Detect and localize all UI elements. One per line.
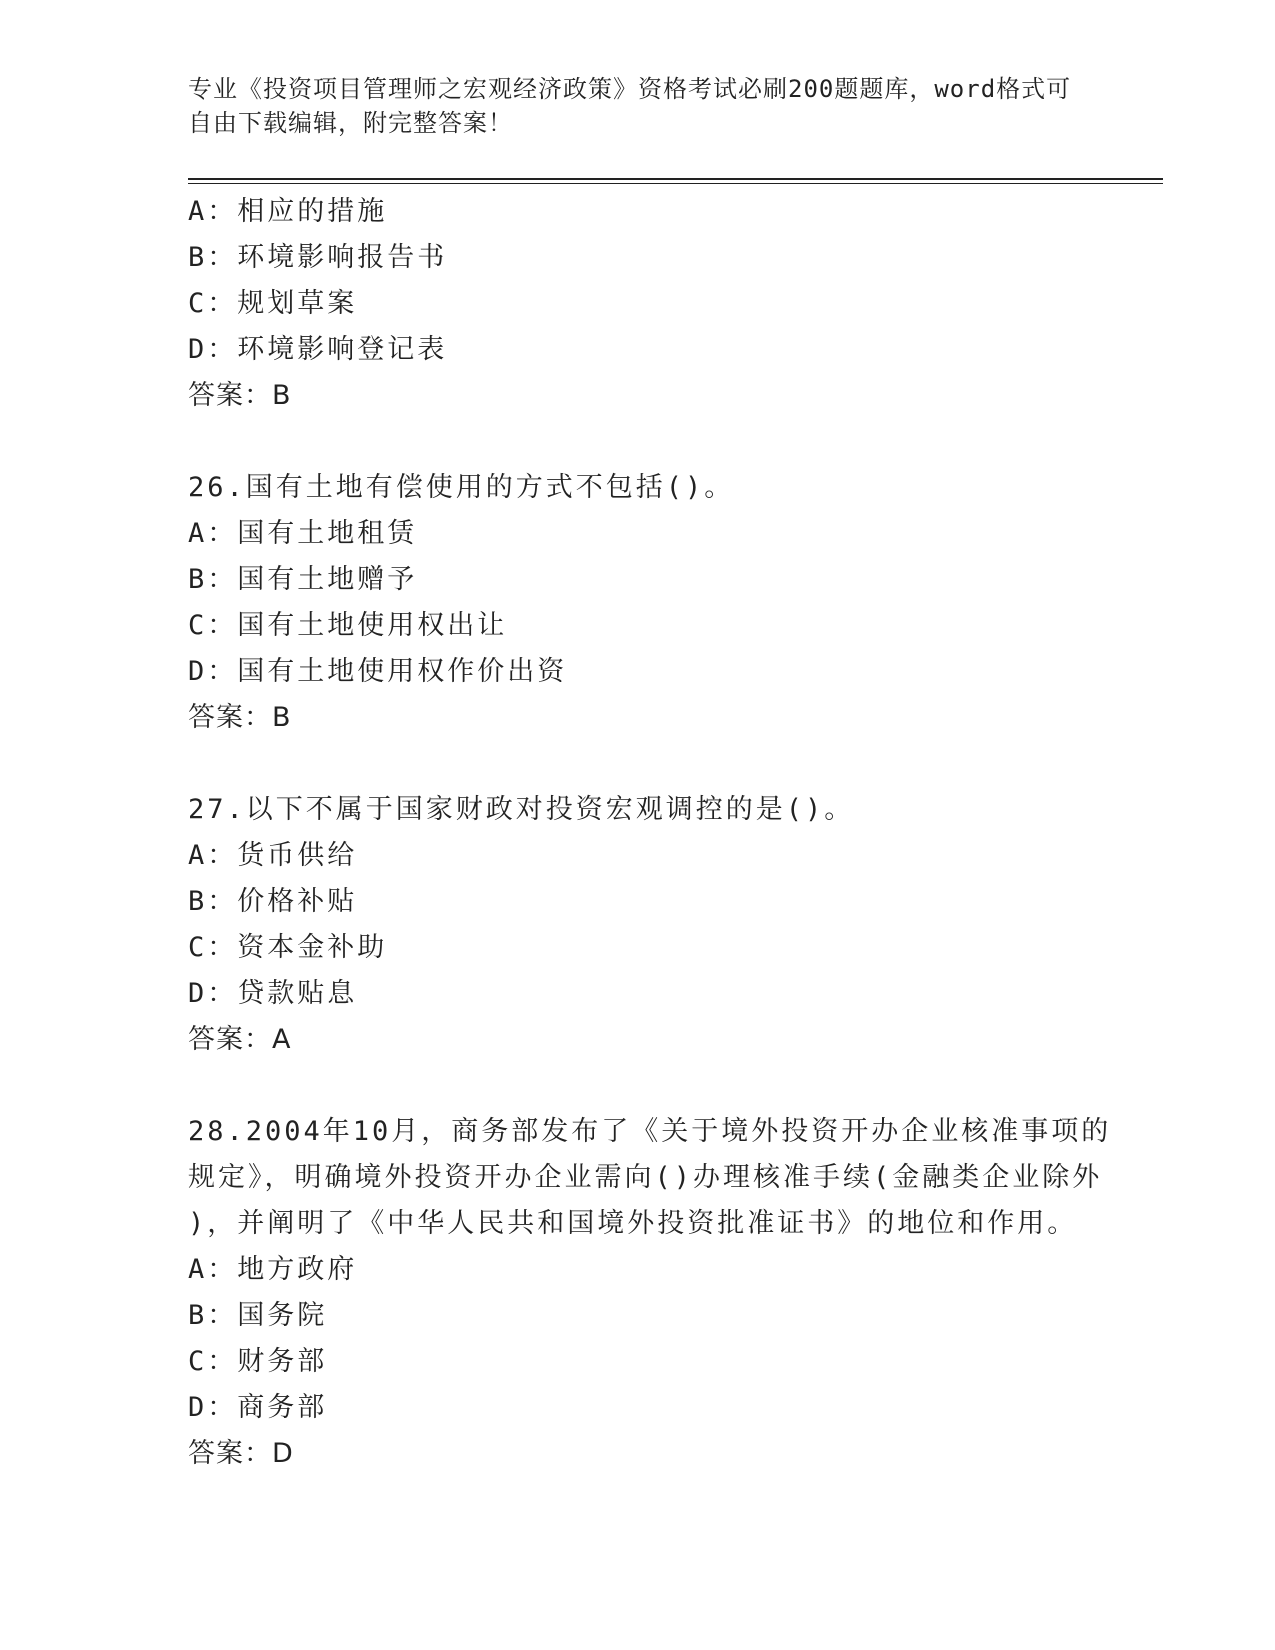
question-stem-line-1: 28.2004年10月，商务部发布了《关于境外投资开办企业核准事项的 [188, 1116, 1112, 1147]
question-stem: 26.国有土地有偿使用的方式不包括()。 [188, 472, 735, 503]
option-d: D：商务部 [188, 1392, 328, 1423]
question-28 [188, 1109, 1112, 1477]
header-line-2: 自由下载编辑，附完整答案！ [188, 109, 513, 137]
question-list [188, 189, 1112, 1477]
question-27 [188, 787, 1088, 1063]
header-divider-thick [188, 178, 1163, 180]
option-c: C：资本金补助 [188, 932, 388, 963]
option-b: B：价格补贴 [188, 886, 358, 917]
option-d: D：贷款贴息 [188, 978, 358, 1009]
option-c: C：国有土地使用权出让 [188, 610, 508, 641]
answer-line: 答案：B [188, 702, 292, 733]
option-c: C：规划草案 [188, 288, 358, 319]
option-b: B：国有土地赠予 [188, 564, 418, 595]
header-line-1: 专业《投资项目管理师之宏观经济政策》资格考试必刷200题题库，word格式可 [188, 75, 1072, 103]
header-divider-thin [188, 183, 1163, 184]
option-a: A：货币供给 [188, 840, 358, 871]
question-26 [188, 465, 1088, 741]
spacer [188, 741, 1088, 787]
answer-line: 答案：A [188, 1024, 292, 1055]
question-fragment [188, 189, 1088, 419]
answer-line: 答案：D [188, 1438, 294, 1469]
option-c: C：财务部 [188, 1346, 328, 1377]
option-d: D：国有土地使用权作价出资 [188, 656, 568, 687]
option-b: B：国务院 [188, 1300, 328, 1331]
option-a: A：相应的措施 [188, 196, 388, 227]
question-stem-line-3: )，并阐明了《中华人民共和国境外投资批准证书》的地位和作用。 [188, 1208, 1078, 1239]
answer-line: 答案：B [188, 380, 292, 411]
option-a: A：地方政府 [188, 1254, 358, 1285]
question-stem: 27.以下不属于国家财政对投资宏观调控的是()。 [188, 794, 855, 825]
option-d: D：环境影响登记表 [188, 334, 448, 365]
option-a: A：国有土地租赁 [188, 518, 418, 549]
spacer [188, 419, 1088, 465]
question-stem-line-2: 规定》，明确境外投资开办企业需向()办理核准手续(金融类企业除外 [188, 1162, 1103, 1193]
document-header [188, 72, 1088, 140]
spacer [188, 1063, 1088, 1109]
option-b: B：环境影响报告书 [188, 242, 448, 273]
